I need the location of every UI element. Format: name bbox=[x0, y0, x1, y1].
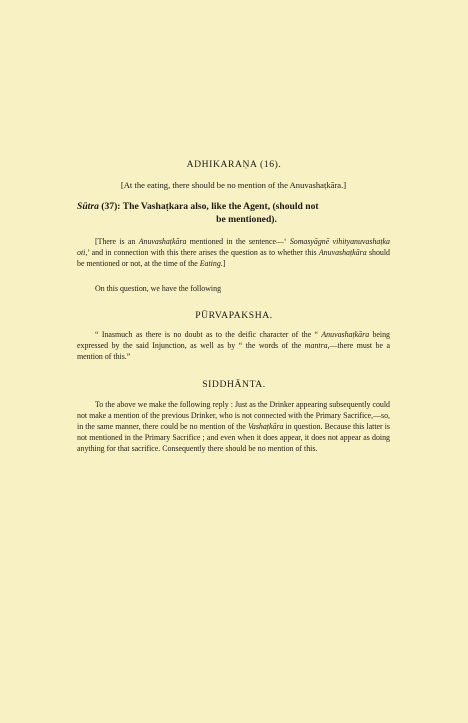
para-text: in question. Because this latter is not mentioned in the Primary Sacrifice ; and even when it does appear, it does not appear as doing anything for that sacrifice. Consequently there should be no mention of this. bbox=[77, 422, 390, 453]
bracket-note: [At the eating, there should be no mention of the Anuvashaṭkāra.] bbox=[120, 180, 347, 190]
sutra-text-line1: The Vashaṭkara also, like the Agent, (should not bbox=[122, 201, 319, 212]
para-text: “ Inasmuch as there is no doubt as to the deific character of the “ bbox=[95, 330, 322, 339]
para-text: ,—there must be a mention of this.” bbox=[77, 341, 390, 361]
para-text: To the above we make the following reply : Just as the Drinker appearing subsequently could not make a mention of the previous Drinker, who is not connected with the Primary Sacrifice,—so, in the same manner, there could be no mention of the bbox=[77, 400, 390, 431]
siddhanta-paragraph bbox=[77, 399, 390, 454]
adhikarana-heading: ADHIKARAṆA (16). bbox=[186, 159, 282, 170]
para-term: Anuvashaṭkāra bbox=[318, 248, 367, 257]
para-term: Anuvashaṭkāra bbox=[138, 237, 187, 246]
purvapaksha-paragraph bbox=[77, 329, 390, 362]
para-term: Somasyāgnē vihityanuvashaṭka oti, bbox=[77, 237, 390, 257]
sutra-statement bbox=[77, 200, 390, 226]
para-text: should be mentioned or not, at the time of the bbox=[77, 248, 390, 268]
para-term: Vashaṭkāra bbox=[247, 422, 284, 431]
para-term: Eating bbox=[199, 259, 221, 268]
explanatory-paragraph bbox=[77, 236, 390, 269]
purvapaksha-heading: PŪRVAPAKSHA. bbox=[195, 310, 273, 321]
para-text: ’ and in connection with this there arises the question as to whether this bbox=[87, 248, 319, 257]
para-text: .] bbox=[220, 259, 226, 268]
sutra-number: (37): bbox=[101, 201, 121, 212]
para-text: mentioned in the sentence—‘ bbox=[186, 237, 290, 246]
para-text: being expressed by the said Injunction, as well as by “ the words of the bbox=[77, 330, 390, 350]
sutra-lead: Sūtra bbox=[77, 201, 99, 212]
transition-line: On this question, we have the following bbox=[95, 284, 222, 293]
para-text: [There is an bbox=[95, 237, 139, 246]
para-term: mantra bbox=[304, 341, 328, 350]
para-term: Anuvashaṭkāra bbox=[321, 330, 370, 339]
siddhanta-heading: SIDDHĀNTA. bbox=[202, 379, 266, 390]
sutra-text-line2: be mentioned). bbox=[216, 214, 277, 225]
